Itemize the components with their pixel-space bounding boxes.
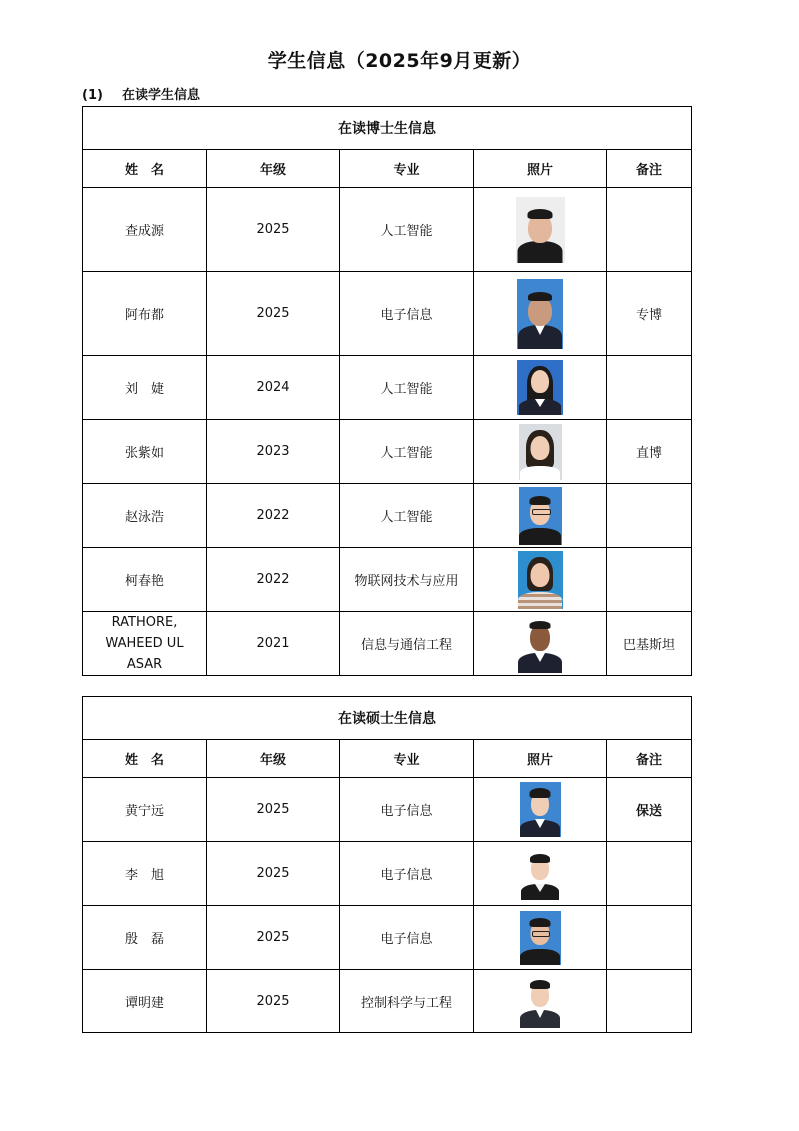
table-row bbox=[83, 420, 692, 484]
table-row bbox=[83, 548, 692, 612]
table-row bbox=[83, 272, 692, 356]
portrait-photo bbox=[519, 424, 562, 480]
student-major: 电子信息 bbox=[340, 842, 474, 906]
student-note: 专博 bbox=[607, 272, 692, 356]
table-row bbox=[83, 842, 692, 906]
student-note bbox=[607, 970, 692, 1033]
section-label: 在读学生信息 bbox=[122, 88, 201, 103]
portrait-photo bbox=[518, 551, 563, 609]
photo-cell bbox=[474, 612, 607, 676]
student-grade: 2025 bbox=[207, 272, 340, 356]
table-row bbox=[83, 356, 692, 420]
photo-cell bbox=[474, 272, 607, 356]
student-grade: 2025 bbox=[207, 778, 340, 842]
table-row bbox=[83, 484, 692, 548]
page-title: 学生信息（2025年9月更新） bbox=[267, 50, 532, 72]
student-grade: 2023 bbox=[207, 420, 340, 484]
header-name: 姓 名 bbox=[83, 740, 207, 778]
student-note: 保送 bbox=[607, 778, 692, 842]
student-note bbox=[607, 906, 692, 970]
portrait-photo bbox=[520, 848, 560, 900]
phd-header-row bbox=[83, 150, 692, 188]
header-note: 备注 bbox=[607, 740, 692, 778]
portrait-photo bbox=[520, 782, 561, 837]
student-major: 电子信息 bbox=[340, 272, 474, 356]
header-major: 专业 bbox=[340, 740, 474, 778]
portrait-photo bbox=[519, 974, 561, 1028]
section-heading bbox=[82, 84, 200, 103]
student-note bbox=[607, 188, 692, 272]
photo-cell bbox=[474, 548, 607, 612]
photo-cell bbox=[474, 842, 607, 906]
header-major: 专业 bbox=[340, 150, 474, 188]
photo-cell bbox=[474, 906, 607, 970]
photo-cell bbox=[474, 356, 607, 420]
student-grade: 2025 bbox=[207, 970, 340, 1033]
table-row bbox=[83, 970, 692, 1033]
student-note bbox=[607, 842, 692, 906]
student-grade: 2025 bbox=[207, 906, 340, 970]
student-note bbox=[607, 548, 692, 612]
student-major: 人工智能 bbox=[340, 484, 474, 548]
header-grade: 年级 bbox=[207, 150, 340, 188]
student-name: 黄宁远 bbox=[83, 778, 207, 842]
portrait-photo bbox=[517, 279, 563, 349]
student-name: RATHORE, WAHEED UL ASAR bbox=[83, 612, 207, 676]
student-major: 人工智能 bbox=[340, 356, 474, 420]
photo-cell bbox=[474, 420, 607, 484]
student-grade: 2025 bbox=[207, 842, 340, 906]
student-name: 刘 婕 bbox=[83, 356, 207, 420]
student-note: 直博 bbox=[607, 420, 692, 484]
student-major: 人工智能 bbox=[340, 420, 474, 484]
student-name: 赵泳浩 bbox=[83, 484, 207, 548]
student-major: 人工智能 bbox=[340, 188, 474, 272]
student-grade: 2022 bbox=[207, 548, 340, 612]
photo-cell bbox=[474, 484, 607, 548]
table-row bbox=[83, 906, 692, 970]
portrait-photo bbox=[519, 487, 562, 545]
phd-table bbox=[82, 106, 692, 676]
master-table bbox=[82, 696, 692, 1033]
photo-cell bbox=[474, 970, 607, 1033]
header-photo: 照片 bbox=[474, 150, 607, 188]
student-major: 信息与通信工程 bbox=[340, 612, 474, 676]
student-major: 控制科学与工程 bbox=[340, 970, 474, 1033]
student-name: 查成源 bbox=[83, 188, 207, 272]
student-grade: 2024 bbox=[207, 356, 340, 420]
student-grade: 2021 bbox=[207, 612, 340, 676]
portrait-photo bbox=[517, 360, 563, 415]
header-photo: 照片 bbox=[474, 740, 607, 778]
header-grade: 年级 bbox=[207, 740, 340, 778]
student-name: 谭明建 bbox=[83, 970, 207, 1033]
header-note: 备注 bbox=[607, 150, 692, 188]
photo-cell bbox=[474, 188, 607, 272]
photo-cell bbox=[474, 778, 607, 842]
student-note bbox=[607, 356, 692, 420]
student-note: 巴基斯坦 bbox=[607, 612, 692, 676]
student-major: 电子信息 bbox=[340, 906, 474, 970]
table-row bbox=[83, 188, 692, 272]
table-row bbox=[83, 778, 692, 842]
student-note bbox=[607, 484, 692, 548]
master-header-row bbox=[83, 740, 692, 778]
portrait-photo bbox=[517, 615, 563, 673]
student-name: 张紫如 bbox=[83, 420, 207, 484]
student-name: 阿布都 bbox=[83, 272, 207, 356]
student-grade: 2022 bbox=[207, 484, 340, 548]
portrait-photo bbox=[516, 197, 565, 263]
student-name: 殷 磊 bbox=[83, 906, 207, 970]
student-major: 电子信息 bbox=[340, 778, 474, 842]
header-name: 姓 名 bbox=[83, 150, 207, 188]
table-row bbox=[83, 612, 692, 676]
section-number: (1) bbox=[82, 88, 103, 103]
master-table-caption: 在读硕士生信息 bbox=[83, 697, 692, 740]
student-grade: 2025 bbox=[207, 188, 340, 272]
student-name: 柯春艳 bbox=[83, 548, 207, 612]
student-name: 李 旭 bbox=[83, 842, 207, 906]
portrait-photo bbox=[520, 911, 561, 965]
student-major: 物联网技术与应用 bbox=[340, 548, 474, 612]
phd-table-caption: 在读博士生信息 bbox=[83, 107, 692, 150]
